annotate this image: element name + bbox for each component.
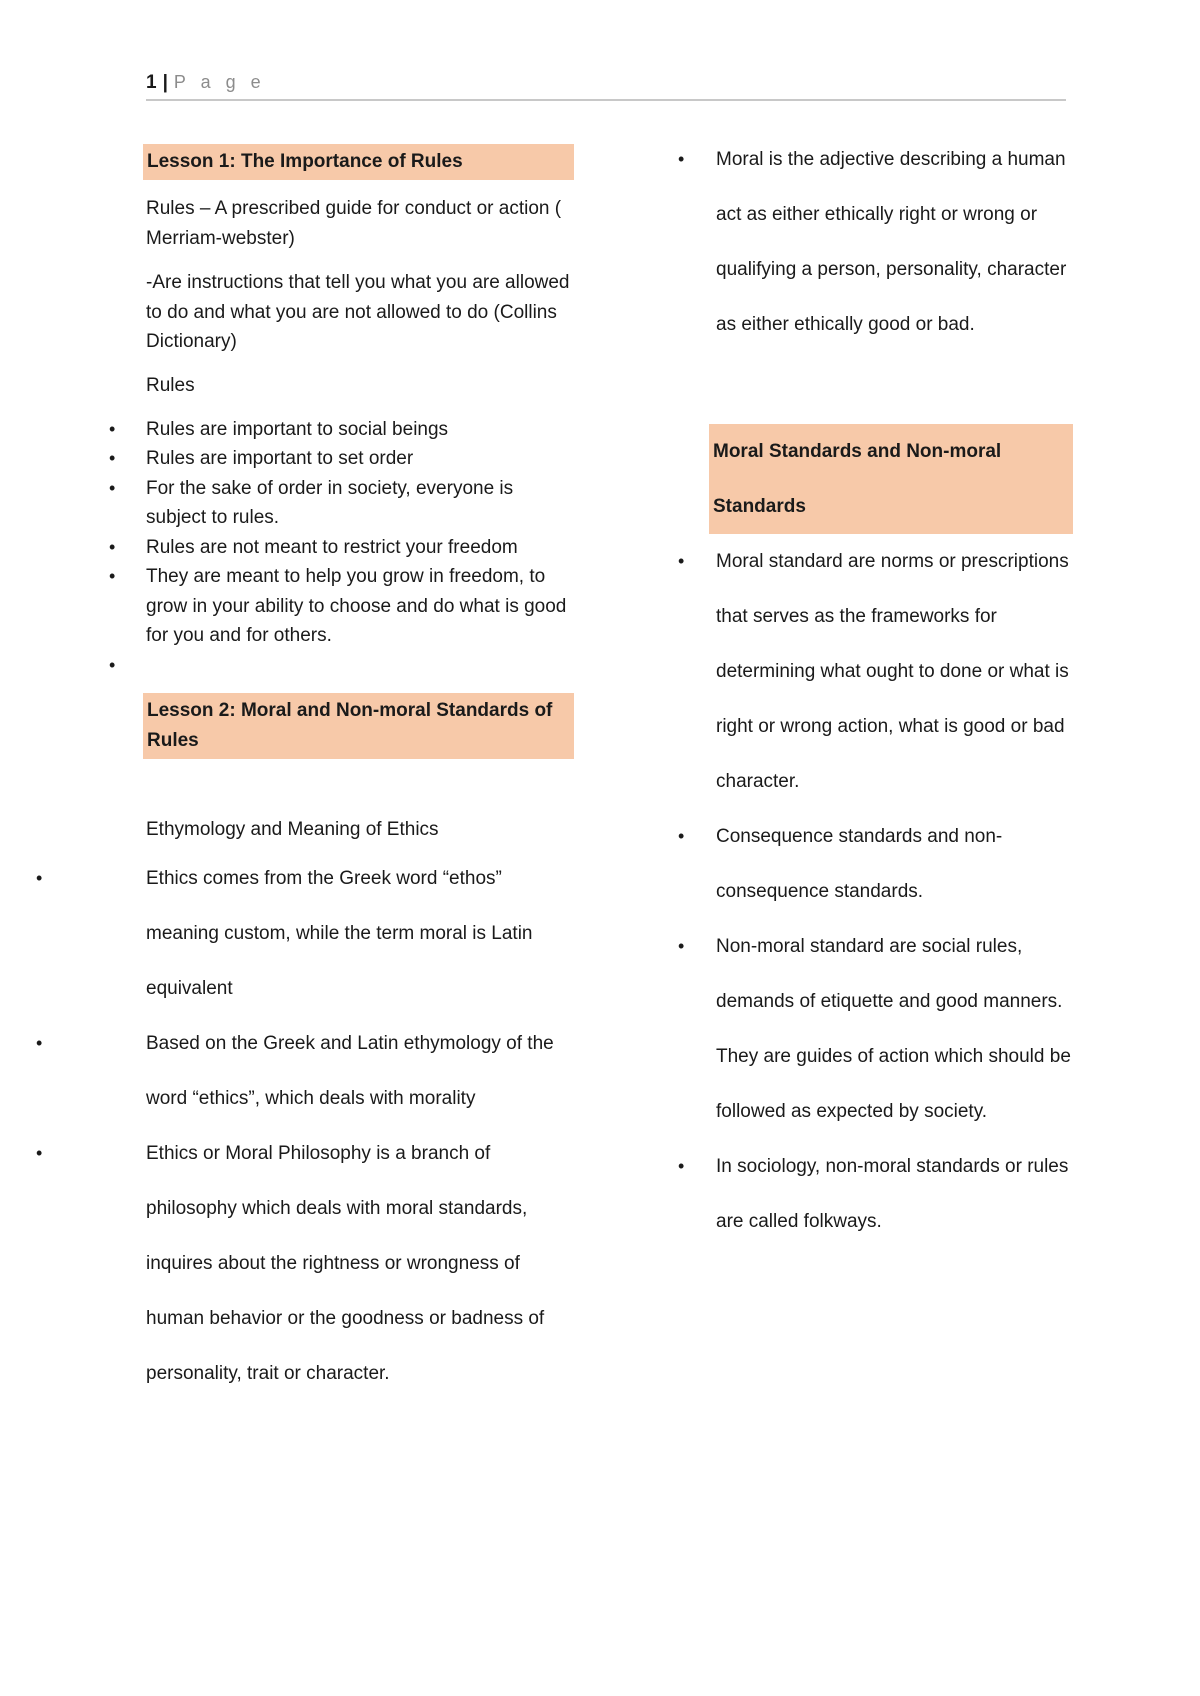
header-rule [146,99,1066,101]
list-item: • They are meant to help you grow in freedom, to grow in your ability to choose and do what is good for you and for others. [72,562,574,651]
rules-definition-collins: -Are instructions that tell you what you are allowed to do and what you are not allowed to do (Collins Dictionary) [146,272,570,352]
list-item: • Ethics or Moral Philosophy is a branch of philosophy which deals with moral standards, inquires about the rightness or wrongness of human behavior or the goodness or badness of personality, trait or character. [72,1126,574,1401]
list-item: • Ethics comes from the Greek word “ethos” meaning custom, while the term moral is Latin equivalent [72,851,574,1016]
lesson2-title: Lesson 2: Moral and Non-moral Standards of Rules [143,693,574,759]
lesson1-title: Lesson 1: The Importance of Rules [143,144,574,180]
rules-label: Rules [146,374,195,396]
list-item: • Moral standard are norms or prescriptions that serves as the frameworks for determining what ought to done or what is right or wrong action, what is good or bad character. [712,534,1072,809]
rules-definition-merriam: Rules – A prescribed guide for conduct or action ( Merriam-webster) [146,198,562,249]
list-item: • Consequence standards and non-consequence standards. [712,809,1072,919]
page-header [146,72,1066,94]
ethics-list [0,851,574,1401]
right-column [712,144,1072,1249]
standards-title: Moral Standards and Non-moral Standards [709,424,1073,534]
standards-list [712,534,1072,1249]
page-number: 1 [146,72,157,93]
list-item: • Based on the Greek and Latin ethymology of the word “ethics”, which deals with morality [72,1016,574,1126]
list-item: • In sociology, non-moral standards or rules are called folkways. [712,1139,1072,1249]
moral-list [712,132,1072,352]
ethics-heading: Ethymology and Meaning of Ethics [146,818,439,840]
header-separator: | [162,72,168,93]
left-column [146,144,574,1401]
list-item: • Non-moral standard are social rules, demands of etiquette and good manners. They are guides of action which should be followed as expected by society. [712,919,1072,1139]
list-item: • For the sake of order in society, everyone is subject to rules. [72,474,574,533]
list-item: • Moral is the adjective describing a human act as either ethically right or wrong or qualifying a person, personality, character as either ethically good or bad. [712,132,1072,352]
list-item: • Rules are important to social beings [72,415,574,445]
list-item-empty [72,651,574,681]
list-item: • Rules are not meant to restrict your freedom [72,533,574,563]
page-label: P a g e [173,72,266,92]
list-item: • Rules are important to set order [72,444,574,474]
rules-list [0,415,574,681]
